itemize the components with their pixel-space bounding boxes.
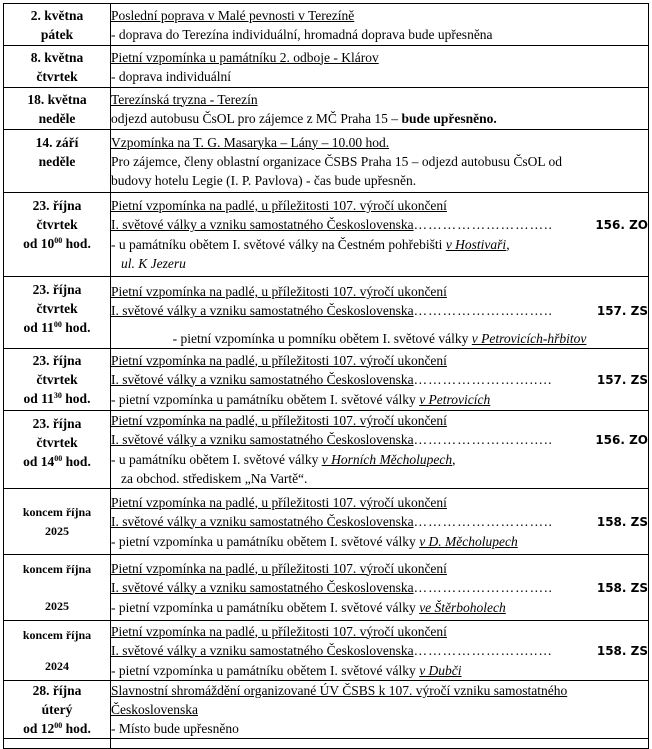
event-place: v Dubči <box>419 662 462 678</box>
event-time-hour: od 11 <box>23 391 54 406</box>
table-row <box>4 193 649 277</box>
event-time-minutes: 00 <box>54 721 63 730</box>
event-title-cont: I. světové války a vzniku samostatného Československa <box>111 513 414 529</box>
dot-leader: ……………………..… <box>413 642 553 658</box>
dot-leader: ……………………….. <box>413 432 553 447</box>
event-time-unit: hod. <box>61 391 91 406</box>
event-note-punct: , <box>506 237 510 252</box>
event-title-line <box>111 370 648 390</box>
event-date-cell <box>4 621 111 681</box>
event-note-text: - pietní vzpomínka u pomníku obětem I. světové války <box>172 331 472 346</box>
event-title-cont: I. světové války a vzniku samostatného Československa <box>111 371 414 387</box>
event-note: budovy hotelu Legie (I. P. Pavlova) - čas bude upřesněn. <box>111 172 417 188</box>
event-date-cell <box>4 411 111 489</box>
event-description-cell <box>111 739 649 749</box>
table-row <box>4 46 649 88</box>
event-note-text: - pietní vzpomínka u památníku obětem I. světové války <box>111 662 420 678</box>
event-description-cell <box>111 555 649 621</box>
table-row <box>4 555 649 621</box>
event-title-cont: I. světové války a vzniku samostatného Československa <box>111 642 414 658</box>
event-date-cell <box>4 88 111 130</box>
event-title-cont: Československa <box>111 702 198 717</box>
event-note-text: - u památníku obětem I. světové války na Čestném pohřebišti <box>111 237 446 252</box>
event-weekday: čtvrtek <box>36 372 78 387</box>
organizer-code: 157. ZS <box>596 304 648 318</box>
event-place: ve Štěrboholech <box>419 599 506 615</box>
event-date-cell <box>4 130 111 193</box>
event-title: Pietní vzpomínka na padlé, u příležitosti 107. výročí ukončení <box>111 198 447 213</box>
event-title: Vzpomínka na T. G. Masaryka – Lány – 10.00 hod. <box>111 134 390 150</box>
event-address: za obchod. střediskem „Na Vartě“. <box>121 471 308 486</box>
event-note <box>111 532 648 551</box>
event-time <box>4 452 110 471</box>
event-description-cell <box>111 349 649 411</box>
event-date-cell <box>4 277 111 349</box>
event-note <box>111 450 648 469</box>
event-title: Pietní vzpomínka na padlé, u příležitosti 107. výročí ukončení <box>111 284 447 299</box>
event-time-unit: hod. <box>62 721 91 736</box>
event-description-cell <box>111 88 649 130</box>
dot-leader: ……………………….. <box>413 579 553 595</box>
event-title-cont: I. světové války a vzniku samostatného Československa <box>111 217 414 232</box>
dot-leader: ……………………….. <box>413 513 553 529</box>
event-title: Pietní vzpomínka na padlé, u příležitosti 107. výročí ukončení <box>111 623 447 639</box>
event-title: Pietní vzpomínka na padlé, u příležitosti 107. výročí ukončení <box>111 352 447 368</box>
event-title: Terezínská tryzna - Terezín <box>111 91 258 107</box>
organizer-code: 156. ZO <box>595 433 648 447</box>
event-time <box>4 389 110 408</box>
event-place: v D. Měcholupech <box>419 533 518 549</box>
event-year: 2025 <box>45 598 69 613</box>
event-place: v Petrovicích <box>419 391 491 407</box>
event-date-cell <box>4 555 111 621</box>
event-date-cell <box>4 4 111 46</box>
table-row <box>4 130 649 193</box>
event-time-minutes: 00 <box>54 454 63 463</box>
event-description-cell <box>111 46 649 88</box>
event-description-cell <box>111 681 649 739</box>
event-date-cell <box>4 349 111 411</box>
event-weekday: úterý <box>41 702 73 717</box>
event-note-text: - pietní vzpomínka u památníku obětem I. světové války <box>111 391 420 407</box>
event-time-hour: od 14 <box>23 454 55 469</box>
event-note: - Místo bude upřesněno <box>111 721 239 736</box>
event-weekday: neděle <box>38 110 76 126</box>
event-title-line <box>111 430 648 450</box>
event-time-minutes: 30 <box>53 391 62 400</box>
organizer-code: 158. ZS <box>596 580 648 595</box>
event-note-punct: , <box>452 452 456 467</box>
event-description-cell <box>111 130 649 193</box>
event-description-cell <box>111 411 649 489</box>
table-row <box>4 489 649 555</box>
event-note: - doprava individuální <box>111 68 231 84</box>
table-row <box>4 277 649 349</box>
event-date-cell <box>4 681 111 739</box>
event-title: Pietní vzpomínka na padlé, u příležitosti 107. výročí ukončení <box>111 560 447 576</box>
event-title-cont: I. světové války a vzniku samostatného Československa <box>111 579 414 595</box>
event-time <box>4 318 110 337</box>
organizer-code: 156. ZO <box>595 218 648 232</box>
event-date: 18. května <box>27 91 87 107</box>
event-time <box>4 719 110 738</box>
event-note <box>111 661 648 680</box>
event-note <box>111 390 648 409</box>
event-description-cell <box>111 4 649 46</box>
event-time-hour: od 12 <box>23 721 55 736</box>
event-time-hour: od 11 <box>23 320 54 335</box>
event-description-cell <box>111 489 649 555</box>
event-date: 23. října <box>32 282 82 297</box>
event-time-unit: hod. <box>62 236 91 251</box>
event-place: v Hostivaři <box>445 237 507 252</box>
event-note-text: - u památníku obětem I. světové války <box>111 452 322 467</box>
event-weekday: čtvrtek <box>36 68 78 84</box>
event-note-emphasis: bude upřesněno. <box>401 110 497 126</box>
event-time-minutes: 00 <box>54 236 63 245</box>
event-time-minutes: 00 <box>53 320 62 329</box>
event-title: Slavnostní shromáždění organizované ÚV ČSBS k 107. výročí vzniku samostatného <box>111 683 568 698</box>
event-note-text: - pietní vzpomínka u památníku obětem I. světové války <box>111 533 420 549</box>
event-note-text: odjezd autobusu ČsOL pro zájemce z MČ Praha 15 – <box>111 110 402 126</box>
event-place: v Petrovicích-hřbitov <box>471 331 587 346</box>
event-time-unit: hod. <box>61 320 91 335</box>
event-time <box>4 234 110 253</box>
event-note <box>111 109 648 128</box>
organizer-code: 157. ZS <box>596 372 648 387</box>
event-date-cell <box>4 489 111 555</box>
event-date: 14. září <box>35 135 79 150</box>
dot-leader: ……………………….. <box>413 217 553 232</box>
dot-leader: ……………………….. <box>413 303 553 318</box>
event-date: 2. května <box>30 7 84 23</box>
event-time-hour: od 10 <box>23 236 55 251</box>
event-note: Pro zájemce, členy oblastní organizace ČSBS Praha 15 – odjezd autobusu ČsOL od <box>111 153 563 169</box>
event-note: - doprava do Terezína individuální, hromadná doprava bude upřesněna <box>111 26 493 42</box>
event-title-line <box>111 641 648 661</box>
event-date: koncem října <box>22 627 92 642</box>
organizer-code: 158. ZS <box>596 514 648 529</box>
event-title: Pietní vzpomínka na padlé, u příležitosti 107. výročí ukončení <box>111 494 447 510</box>
event-title-line <box>111 512 648 532</box>
event-address: ul. K Jezeru <box>121 256 186 271</box>
event-note <box>111 598 648 617</box>
event-title-line <box>111 301 648 321</box>
event-description-cell <box>111 621 649 681</box>
event-time-unit: hod. <box>62 454 91 469</box>
event-title: Pietní vzpomínka u památníku 2. odboje - Klárov <box>111 49 379 65</box>
event-title-cont: I. světové války a vzniku samostatného Československa <box>111 432 414 447</box>
event-title: Poslední poprava v Malé pevnosti v Terezíně <box>111 7 355 23</box>
event-date-cell <box>4 739 111 749</box>
dot-leader: ……………………..… <box>413 371 553 387</box>
event-title-cont: I. světové války a vzniku samostatného Československa <box>111 303 414 318</box>
event-date-cell <box>4 46 111 88</box>
event-place: v Horních Měcholupech <box>321 452 453 467</box>
table-row <box>4 621 649 681</box>
table-row <box>4 681 649 739</box>
event-weekday: čtvrtek <box>36 217 78 232</box>
event-title-line <box>111 578 648 598</box>
event-date: 23. října <box>32 416 82 431</box>
event-year: 2024 <box>45 658 69 673</box>
event-title: Pietní vzpomínka na padlé, u příležitosti 107. výročí ukončení <box>111 413 447 428</box>
event-year: 2025 <box>45 523 69 538</box>
organizer-code: 158. ZS <box>596 643 648 658</box>
event-weekday: čtvrtek <box>36 301 78 316</box>
event-note-text: - pietní vzpomínka u památníku obětem I. světové války <box>111 599 420 615</box>
event-date: 28. října <box>32 683 82 698</box>
table-row <box>4 4 649 46</box>
event-description-cell <box>111 193 649 277</box>
event-weekday: čtvrtek <box>36 435 78 450</box>
event-note <box>111 235 648 254</box>
event-date: 8. května <box>30 49 84 65</box>
event-note <box>111 321 648 348</box>
event-weekday: neděle <box>38 154 76 169</box>
event-title-line <box>111 215 648 235</box>
table-row <box>4 88 649 130</box>
table-row-empty <box>4 739 649 749</box>
event-date: 23. října <box>32 198 82 213</box>
event-description-cell <box>111 277 649 349</box>
event-date: 23. října <box>32 353 82 368</box>
event-date: koncem října <box>22 561 92 576</box>
event-schedule-table <box>3 3 649 749</box>
table-row <box>4 411 649 489</box>
event-date-cell <box>4 193 111 277</box>
table-row <box>4 349 649 411</box>
event-date: koncem října <box>22 504 92 519</box>
event-weekday: pátek <box>40 26 74 42</box>
